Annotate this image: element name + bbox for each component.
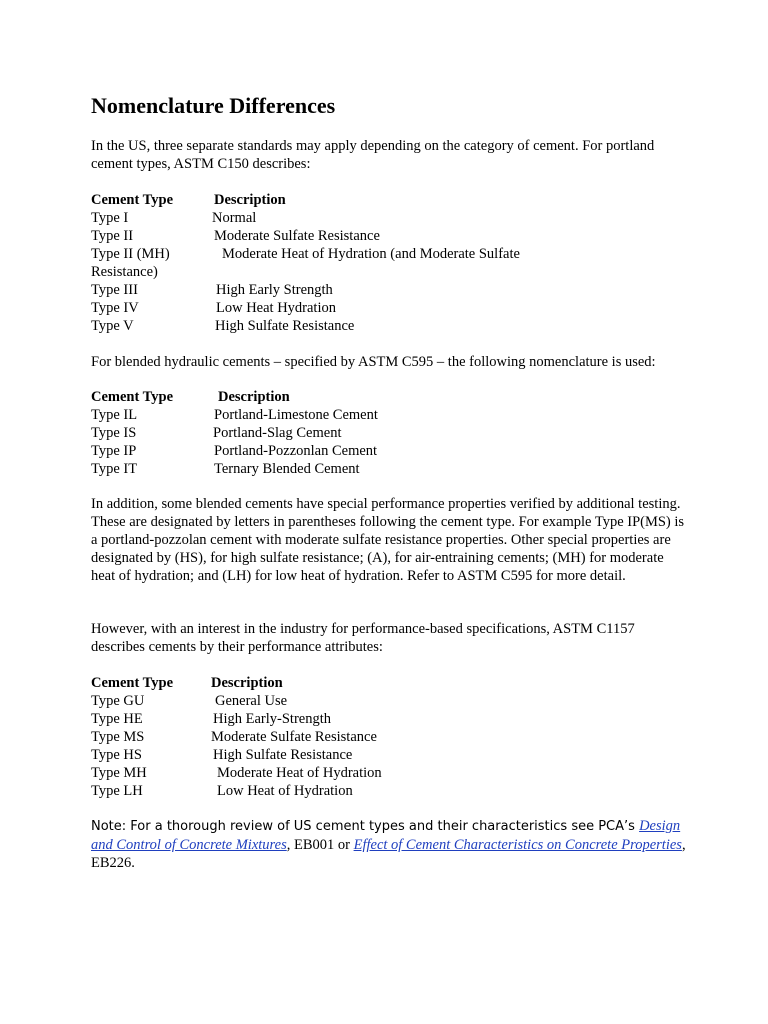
cement-type-cell: Type I bbox=[91, 210, 129, 226]
design-control-link[interactable]: Design and Control of Concrete Mixtures bbox=[91, 818, 681, 853]
description-cell: Portland-Pozzonlan Cement bbox=[214, 443, 378, 459]
note-lead-text: Note: For a thorough review of US cement types and their characteristics see PCA’s bbox=[91, 819, 640, 834]
description-cell: Ternary Blended Cement bbox=[214, 461, 360, 477]
cement-type-cell: Type V bbox=[91, 318, 134, 334]
column-header-description: Description bbox=[218, 389, 290, 405]
note-tail-text: , EB226. bbox=[91, 837, 686, 871]
description-cell: Moderate Heat of Hydration bbox=[217, 765, 382, 781]
description-cell: Low Heat Hydration bbox=[216, 300, 336, 316]
reference-note bbox=[91, 817, 691, 872]
description-cell: Portland-Limestone Cement bbox=[214, 407, 378, 423]
description-cell: Normal bbox=[212, 210, 257, 226]
description-cell: Moderate Sulfate Resistance bbox=[214, 228, 380, 244]
cement-type-cell: Type MH bbox=[91, 765, 147, 781]
description-cell: General Use bbox=[215, 693, 288, 709]
column-header-description: Description bbox=[214, 192, 286, 208]
column-header-cement-type: Cement Type bbox=[91, 675, 174, 691]
special-properties-paragraph: In addition, some blended cements have special performance properties verified by additional testing. These are designated by letters in parentheses following the cement type. For example Type IP(MS) is a portland-pozzolan cement with moderate sulfate resistance properties. Other special properties are designated by (HS), for high sulfate resistance; (A), for air-entraining cements; (MH) for moderate heat of hydration; and (LH) for low heat of hydration. Refer to ASTM C595 for more detail. bbox=[91, 496, 685, 584]
cement-type-cell: Resistance) bbox=[91, 264, 158, 280]
cement-type-cell: Type IP bbox=[91, 443, 137, 459]
cement-characteristics-link[interactable]: Effect of Cement Characteristics on Concrete Properties bbox=[353, 837, 682, 853]
column-header-cement-type: Cement Type bbox=[91, 389, 174, 405]
cement-type-cell: Type IL bbox=[91, 407, 138, 423]
cement-type-cell: Type II (MH) bbox=[91, 246, 170, 262]
description-cell: Low Heat of Hydration bbox=[217, 783, 353, 799]
column-header-description: Description bbox=[211, 675, 283, 691]
description-cell: Portland-Slag Cement bbox=[213, 425, 342, 441]
cement-type-cell: Type IS bbox=[91, 425, 137, 441]
cement-type-cell: Type MS bbox=[91, 729, 145, 745]
cement-type-cell: Type IV bbox=[91, 300, 139, 316]
cement-type-cell: Type IT bbox=[91, 461, 138, 477]
cement-type-cell: Type HS bbox=[91, 747, 142, 763]
description-cell: High Sulfate Resistance bbox=[213, 747, 353, 763]
description-cell: High Sulfate Resistance bbox=[215, 318, 355, 334]
cement-type-cell: Type LH bbox=[91, 783, 143, 799]
page-title: Nomenclature Differences bbox=[91, 93, 336, 118]
note-mid-text: , EB001 or bbox=[286, 837, 354, 853]
description-cell: Moderate Heat of Hydration (and Moderate Sulfate bbox=[222, 246, 520, 262]
blended-intro-paragraph: For blended hydraulic cements – specified by ASTM C595 – the following nomenclature is used: bbox=[91, 354, 656, 370]
cement-type-cell: Type II bbox=[91, 228, 134, 244]
cement-type-cell: Type GU bbox=[91, 693, 145, 709]
column-header-cement-type: Cement Type bbox=[91, 192, 174, 208]
description-cell: High Early Strength bbox=[216, 282, 333, 298]
cement-type-cell: Type HE bbox=[91, 711, 143, 727]
intro-paragraph: In the US, three separate standards may apply depending on the category of cement. For portland cement types, ASTM C150 describes: bbox=[91, 138, 655, 172]
performance-intro-paragraph: However, with an interest in the industry for performance-based specifications, ASTM C1157 describes cements by their performance attributes: bbox=[91, 621, 635, 655]
cement-type-cell: Type III bbox=[91, 282, 138, 298]
description-cell: High Early-Strength bbox=[213, 711, 331, 727]
description-cell: Moderate Sulfate Resistance bbox=[211, 729, 377, 745]
